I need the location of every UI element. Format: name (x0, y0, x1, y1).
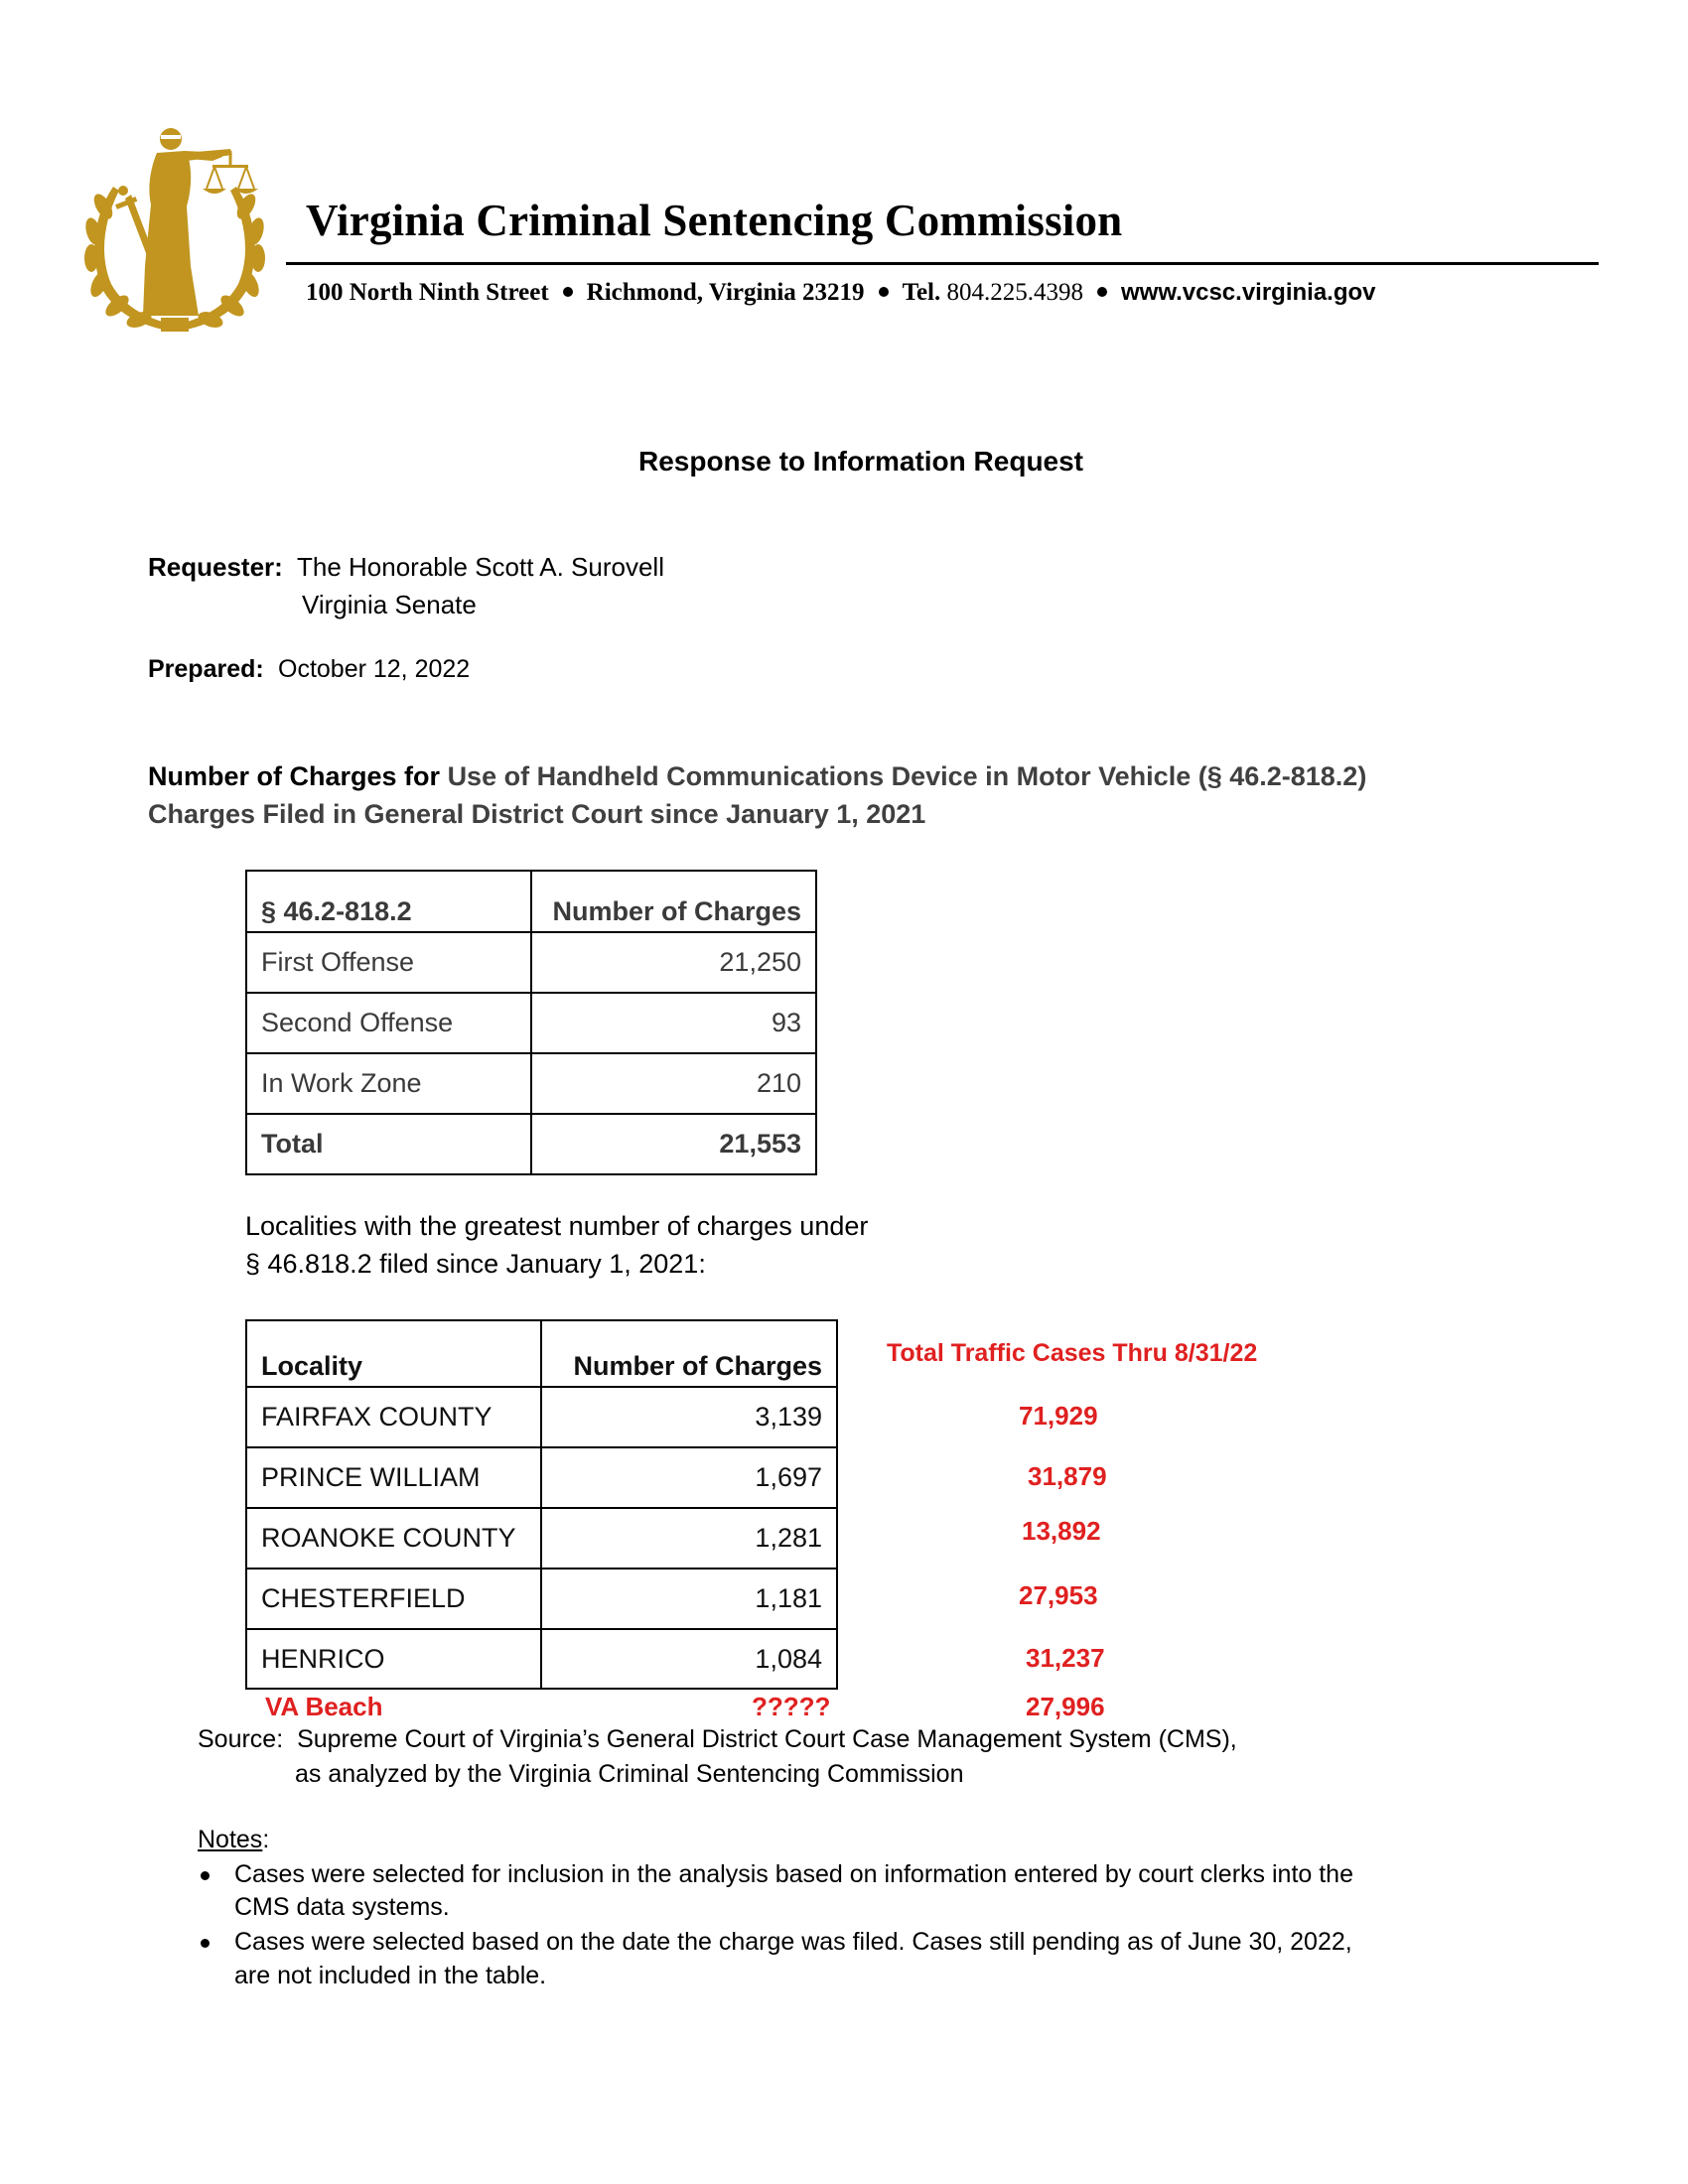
note-item-line2: are not included in the table. (234, 1962, 547, 1989)
extra-locality-name: VA Beach (265, 1692, 383, 1721)
tel-number: 804.225.4398 (946, 279, 1083, 306)
requester-org: Virginia Senate (302, 590, 477, 619)
extra-locality-charges: ????? (752, 1692, 831, 1721)
section-title-prefix: Number of Charges for (148, 761, 441, 791)
table-header-row (246, 1320, 837, 1387)
requester-name: The Honorable Scott A. Surovell (297, 552, 664, 582)
address-street: 100 North Ninth Street (306, 279, 549, 306)
column-header: Locality (246, 1320, 541, 1387)
prepared-date: October 12, 2022 (278, 655, 471, 683)
offense-label: First Offense (246, 932, 531, 993)
table-row (246, 1053, 816, 1114)
table-row (246, 932, 816, 993)
table-row (246, 1508, 837, 1569)
table-row (246, 1569, 837, 1629)
localities-intro-line2: § 46.818.2 filed since January 1, 2021: (245, 1249, 706, 1279)
total-label: Total (246, 1114, 531, 1174)
document-heading: Response to Information Request (637, 446, 1084, 477)
notes-title: Notes (198, 1826, 263, 1853)
column-header: Number of Charges (541, 1320, 837, 1387)
locality-name: FAIRFAX COUNTY (246, 1387, 541, 1447)
table-row (246, 1387, 837, 1447)
source-label: Source: (198, 1725, 284, 1753)
traffic-cases-value: 31,879 (1028, 1461, 1107, 1491)
offense-label: In Work Zone (246, 1053, 531, 1114)
table-row (246, 993, 816, 1053)
source-text: Supreme Court of Virginia’s General District Court Case Management System (CMS), (297, 1725, 1237, 1753)
charges-table (245, 870, 817, 1175)
bullet-separator-icon (1097, 287, 1107, 297)
section-title (148, 761, 1366, 792)
traffic-cases-value: 71,929 (1019, 1401, 1098, 1431)
locality-charges: 1,181 (541, 1569, 837, 1629)
column-header: Number of Charges (531, 871, 816, 932)
bullet-separator-icon (879, 287, 889, 297)
locality-charges: 1,084 (541, 1629, 837, 1689)
section-subtitle: Charges Filed in General District Court since January 1, 2021 (148, 799, 926, 829)
charge-count: 21,250 (531, 932, 816, 993)
note-item-line1: Cases were selected for inclusion in the analysis based on information entered by court clerks into the (234, 1860, 1353, 1888)
tel-label: Tel. (902, 279, 941, 306)
locality-name: HENRICO (246, 1629, 541, 1689)
letterhead-divider (286, 262, 1599, 265)
locality-name: ROANOKE COUNTY (246, 1508, 541, 1569)
localities-table (245, 1319, 838, 1690)
charge-count: 210 (531, 1053, 816, 1114)
section-title-rest: Use of Handheld Communications Device in Motor Vehicle (§ 46.2-818.2) (447, 761, 1367, 791)
bullet-icon (201, 1871, 210, 1880)
website-link[interactable]: www.vcsc.virginia.gov (1120, 279, 1376, 306)
locality-name: PRINCE WILLIAM (246, 1447, 541, 1508)
column-header: § 46.2-818.2 (246, 871, 531, 932)
traffic-cases-value: 27,953 (1019, 1580, 1098, 1610)
address-city: Richmond, Virginia 23219 (586, 279, 865, 306)
traffic-cases-value: 31,237 (1026, 1643, 1105, 1673)
locality-charges: 1,281 (541, 1508, 837, 1569)
notes-heading (198, 1826, 269, 1854)
note-item-line2: CMS data systems. (234, 1893, 450, 1921)
traffic-cases-value: 13,892 (1022, 1516, 1101, 1546)
table-row (246, 1629, 837, 1689)
charge-count: 93 (531, 993, 816, 1053)
locality-charges: 1,697 (541, 1447, 837, 1508)
bullet-separator-icon (563, 287, 573, 297)
table-row (246, 1447, 837, 1508)
locality-name: CHESTERFIELD (246, 1569, 541, 1629)
table-total-row (246, 1114, 816, 1174)
locality-charges: 3,139 (541, 1387, 837, 1447)
requester-label: Requester: (148, 552, 283, 582)
lady-justice-logo-icon (73, 127, 276, 336)
note-item-line1: Cases were selected based on the date the charge was filed. Cases still pending as of June 30, 2022, (234, 1928, 1352, 1956)
table-header-row (246, 871, 816, 932)
notes-title-suffix: : (262, 1826, 270, 1853)
traffic-cases-value: 27,996 (1026, 1692, 1105, 1721)
source-line1 (198, 1725, 1237, 1754)
organization-name: Virginia Criminal Sentencing Commission (306, 196, 1123, 245)
traffic-cases-header: Total Traffic Cases Thru 8/31/22 (887, 1339, 1258, 1367)
localities-intro-line1: Localities with the greatest number of charges under (245, 1211, 869, 1241)
prepared-label: Prepared: (148, 655, 264, 683)
bullet-icon (201, 1939, 210, 1948)
letterhead-address (306, 279, 1376, 307)
total-count: 21,553 (531, 1114, 816, 1174)
source-line2: as analyzed by the Virginia Criminal Sentencing Commission (295, 1760, 964, 1788)
offense-label: Second Offense (246, 993, 531, 1053)
